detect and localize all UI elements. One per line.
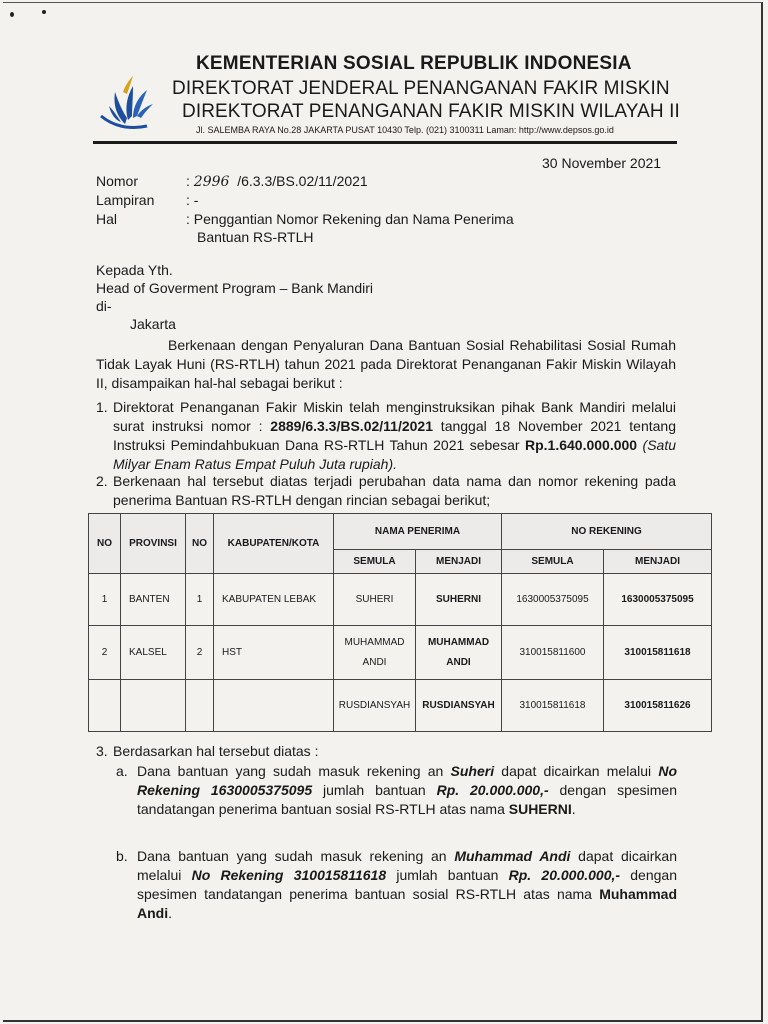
cell-nama-menjadi xyxy=(416,626,502,680)
point-3a-part: dapat dicairkan melalui xyxy=(494,763,659,779)
recipient-line1: Kepada Yth. xyxy=(96,262,173,278)
cell-no2 xyxy=(186,680,214,732)
point-1-number: 1. xyxy=(96,399,108,415)
table-row xyxy=(89,574,712,626)
point-3b-new-name: Muhammad Andi xyxy=(137,886,677,921)
point-1-instruction-number: 2889/6.3.3/BS.02/11/2021 xyxy=(270,418,433,434)
recipient-line4: Jakarta xyxy=(130,316,176,332)
cell-nama-semula: RUSDIANSYAH xyxy=(334,680,416,732)
header-rek-semula: SEMULA xyxy=(502,550,604,574)
header-nama-penerima: NAMA PENERIMA xyxy=(334,514,502,550)
point-3-number: 3. xyxy=(96,743,108,759)
cell-kabupaten xyxy=(214,680,334,732)
header-no: NO xyxy=(89,514,121,574)
lampiran-value: : - xyxy=(186,192,199,208)
nomor-handwritten: 2996 xyxy=(193,174,230,190)
cell-nama-semula xyxy=(334,626,416,680)
cell-provinsi: BANTEN xyxy=(121,574,186,626)
point-3b-number: b. xyxy=(116,848,128,864)
intro-paragraph: Berkenaan dengan Penyaluran Dana Bantuan Sosial Rehabilitasi Sosial Rumah Tidak Layak Huni (RS-RTLH) tahun 2021 pada Direktorat Penanganan Fakir Miskin Wilayah II, disampaikan hal-hal sebagai berikut : xyxy=(96,337,676,391)
header-nama-menjadi: MENJADI xyxy=(416,550,502,574)
meta-hal xyxy=(96,211,514,227)
cell-no xyxy=(89,680,121,732)
cell-nama-semula: SUHERI xyxy=(334,574,416,626)
scan-speck xyxy=(42,10,46,14)
header-nama-semula: SEMULA xyxy=(334,550,416,574)
point-3a-amount: Rp. 20.000.000,- xyxy=(436,782,549,798)
point-3-text: Berdasarkan hal tersebut diatas : xyxy=(113,743,319,759)
point-2-text: Berkenaan hal tersebut diatas terjadi perubahan data nama dan nomor rekening pada penerima Bantuan RS-RTLH dengan rincian sebagai berikut; xyxy=(113,473,676,508)
letter-date: 30 November 2021 xyxy=(542,155,662,171)
point-1-text xyxy=(113,398,676,474)
hal-line2: Bantuan RS-RTLH xyxy=(197,229,314,245)
cell-provinsi xyxy=(121,680,186,732)
hal-line1: : Penggantian Nomor Rekening dan Nama Penerima xyxy=(186,211,514,227)
cell-rek-semula: 310015811618 xyxy=(502,680,604,732)
cell-no: 2 xyxy=(89,626,121,680)
letterhead-ministry: KEMENTERIAN SOSIAL REPUBLIK INDONESIA xyxy=(196,53,632,74)
meta-lampiran xyxy=(96,192,198,208)
header-no-rekening: NO REKENING xyxy=(502,514,712,550)
table-header-row xyxy=(89,514,712,550)
letterhead-directorate: DIREKTORAT PENANGANAN FAKIR MISKIN WILAYAH II xyxy=(182,101,680,122)
header-rek-menjadi: MENJADI xyxy=(604,550,712,574)
header-kabupaten: KABUPATEN/KOTA xyxy=(214,514,334,574)
point-2-number: 2. xyxy=(96,473,108,489)
letterhead-address: Jl. SALEMBA RAYA No.28 JAKARTA PUSAT 10430 Telp. (021) 3100311 Laman: http://www.depsos.go.id xyxy=(196,125,614,135)
cell-provinsi: KALSEL xyxy=(121,626,186,680)
table-row xyxy=(89,680,712,732)
nomor-label: Nomor xyxy=(96,173,139,189)
cell-rek-semula: 1630005375095 xyxy=(502,574,604,626)
lampiran-label: Lampiran xyxy=(96,192,155,208)
letterhead-rule xyxy=(93,141,677,144)
scan-speck xyxy=(10,12,14,17)
cell-nama-menjadi: SUHERNI xyxy=(416,574,502,626)
point-3b-amount: Rp. 20.000.000,- xyxy=(508,867,621,883)
hal-label: Hal xyxy=(96,211,118,227)
point-3a-part: jumlah bantuan xyxy=(312,782,437,798)
point-3b-part: dapat dicairkan melalui xyxy=(137,848,677,883)
cell-kabupaten: HST xyxy=(214,626,334,680)
point-3a-part: Dana bantuan yang sudah masuk rekening an xyxy=(137,763,451,779)
point-3b-part: jumlah bantuan xyxy=(386,867,509,883)
nomor-value: /6.3.3/BS.02/11/2021 xyxy=(237,173,368,189)
cell-rek-semula: 310015811600 xyxy=(502,626,604,680)
point-3b-old-name: Muhammad Andi xyxy=(454,848,571,864)
point-3a-new-name: SUHERNI xyxy=(508,801,572,817)
cell-nama-menjadi: RUSDIANSYAH xyxy=(416,680,502,732)
point-1-part: tanggal 18 November 2021 tentang Instruksi Pemindahbukuan Dana RS-RTLH Tahun 2021 sebesar xyxy=(113,418,676,453)
point-3a-text xyxy=(137,762,677,819)
point-3a-part: . xyxy=(571,801,576,817)
point-3a-number: a. xyxy=(116,763,128,779)
nama-semula-line1: MUHAMMAD xyxy=(344,636,405,648)
ministry-logo-icon xyxy=(95,72,155,132)
point-3b-account: No Rekening 310015811618 xyxy=(191,867,387,883)
cell-rek-menjadi: 310015811626 xyxy=(604,680,712,732)
point-3b-part: . xyxy=(168,905,172,921)
nama-menjadi-line1: MUHAMMAD xyxy=(427,636,490,648)
cell-no: 1 xyxy=(89,574,121,626)
point-3b-part: dengan spesimen tandatangan penerima bantuan sosial RS-RTLH atas nama xyxy=(137,867,677,902)
cell-kabupaten: KABUPATEN LEBAK xyxy=(214,574,334,626)
cell-no2: 1 xyxy=(186,574,214,626)
cell-rek-menjadi: 310015811618 xyxy=(604,626,712,680)
recipient-line2: Head of Goverment Program – Bank Mandiri xyxy=(96,280,374,296)
nama-semula-line2: ANDI xyxy=(362,656,387,668)
meta-nomor: Nomor : 2996 /6.3.3/BS.02/11/2021 xyxy=(96,173,368,190)
point-3b-part: Dana bantuan yang sudah masuk rekening an xyxy=(137,848,455,864)
header-no2: NO xyxy=(186,514,214,574)
header-provinsi: PROVINSI xyxy=(121,514,186,574)
letterhead-directorate-general: DIREKTORAT JENDERAL PENANGANAN FAKIR MISKIN xyxy=(172,78,670,99)
cell-no2: 2 xyxy=(186,626,214,680)
table-row xyxy=(89,626,712,680)
recipient-line3: di- xyxy=(96,298,112,314)
point-1-amount-words: (Satu Milyar Enam Ratus Empat Puluh Juta rupiah). xyxy=(113,437,676,472)
point-1-amount: Rp.1.640.000.000 xyxy=(524,437,638,453)
point-3a-part: dengan spesimen tandatangan penerima bantuan sosial RS-RTLH atas nama xyxy=(137,782,677,817)
point-3b-text xyxy=(137,847,677,923)
point-3a-old-name: Suheri xyxy=(450,763,495,779)
point-3a-account: No Rekening 1630005375095 xyxy=(137,763,677,798)
recipient-change-table xyxy=(88,513,712,732)
nama-menjadi-line2: ANDI xyxy=(446,656,471,668)
cell-rek-menjadi: 1630005375095 xyxy=(604,574,712,626)
point-1-part: Direktorat Penanganan Fakir Miskin telah menginstruksikan pihak Bank Mandiri melalui surat instruksi nomor : xyxy=(113,399,676,434)
